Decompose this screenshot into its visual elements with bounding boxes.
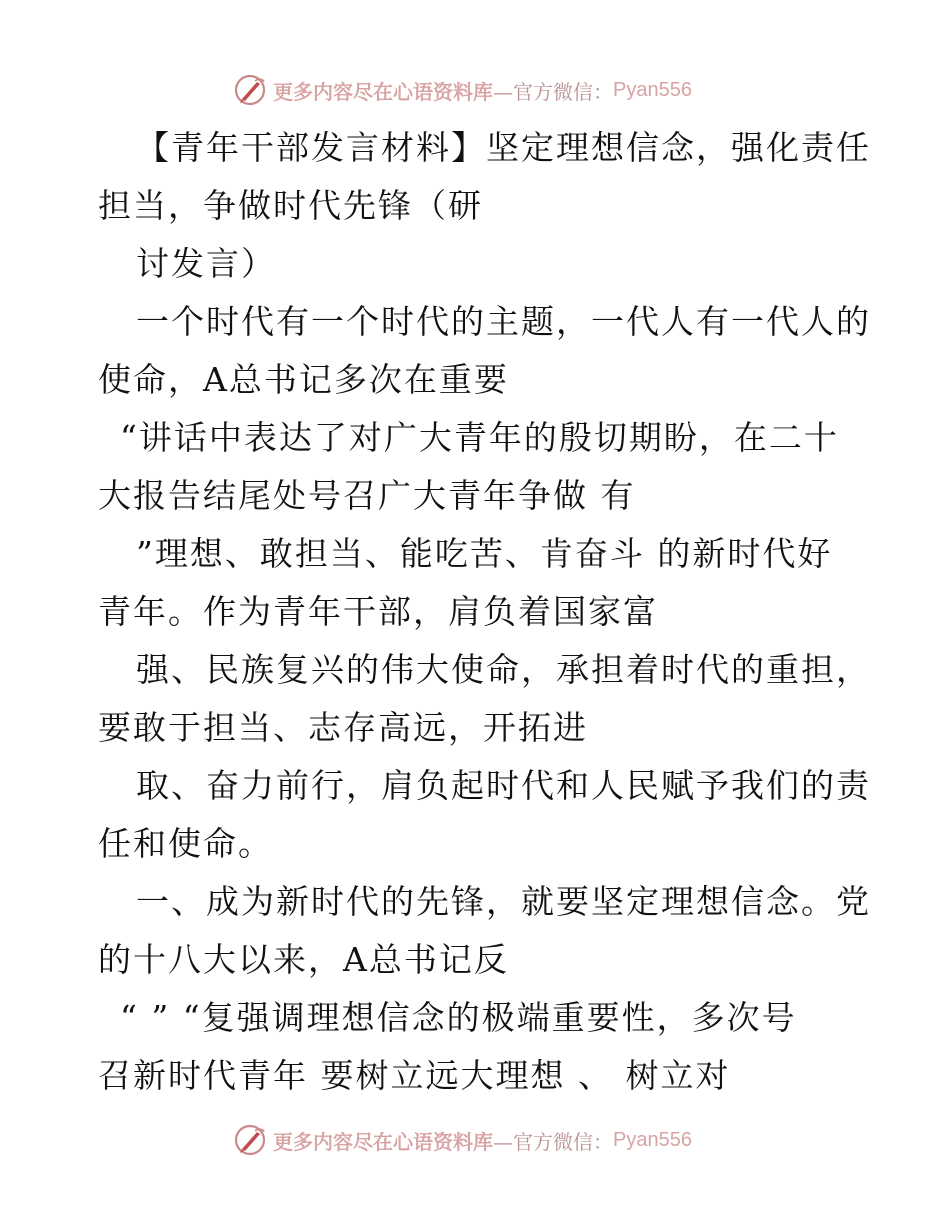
- quill-pen-circle-icon: [233, 1123, 267, 1157]
- banner-separator-text: —官方微信：: [493, 1129, 613, 1154]
- paragraph-line: 一个时代有一个时代的主题，一代人有一代人的: [136, 302, 871, 341]
- paragraph-line: 的十八大以来，A总书记反: [98, 940, 509, 979]
- paragraph-line: 召新时代青年 要树立远大理想 、 树立对: [98, 1056, 731, 1095]
- banner-wechat-id: Pyan556: [613, 1128, 692, 1151]
- banner-main-text: 更多内容尽在心语资料库: [273, 79, 493, 104]
- paragraph-line: 使命，A总书记多次在重要: [98, 360, 509, 399]
- paragraph-line: 任和使命。: [98, 824, 273, 863]
- paragraph-line: 大报告结尾处号召广大青年争做 有: [98, 476, 636, 515]
- paragraph-line: 青年。作为青年干部，肩负着国家富: [98, 592, 658, 631]
- section-heading-line: 一、成为新时代的先锋，就要坚定理想信念。党: [136, 882, 871, 921]
- banner-separator-text: —官方微信：: [493, 79, 613, 104]
- paragraph-line: “讲话中表达了对广大青年的殷切期盼，在二十: [120, 418, 839, 457]
- paragraph-line: “ ” “复强调理想信念的极端重要性，多次号: [120, 998, 797, 1037]
- document-title-line-3: 讨发言）: [136, 244, 276, 283]
- banner-wechat-id: Pyan556: [613, 78, 692, 101]
- banner-main-text: 更多内容尽在心语资料库: [273, 1129, 493, 1154]
- document-title-line-2: 担当，争做时代先锋（研: [98, 186, 483, 225]
- paragraph-line: ”理想、敢担当、能吃苦、肯奋斗 的新时代好: [136, 534, 833, 573]
- paragraph-line: 取、奋力前行，肩负起时代和人民赋予我们的责: [136, 766, 871, 805]
- quill-pen-circle-icon: [233, 73, 267, 107]
- document-title-line-1: 【青年干部发言材料】坚定理想信念，强化责任: [136, 128, 871, 167]
- paragraph-line: 要敢于担当、志存高远，开拓进: [98, 708, 588, 747]
- paragraph-line: 强、民族复兴的伟大使命，承担着时代的重担，: [136, 650, 871, 689]
- header-watermark-banner: [233, 72, 692, 108]
- footer-watermark-banner: [233, 1122, 692, 1158]
